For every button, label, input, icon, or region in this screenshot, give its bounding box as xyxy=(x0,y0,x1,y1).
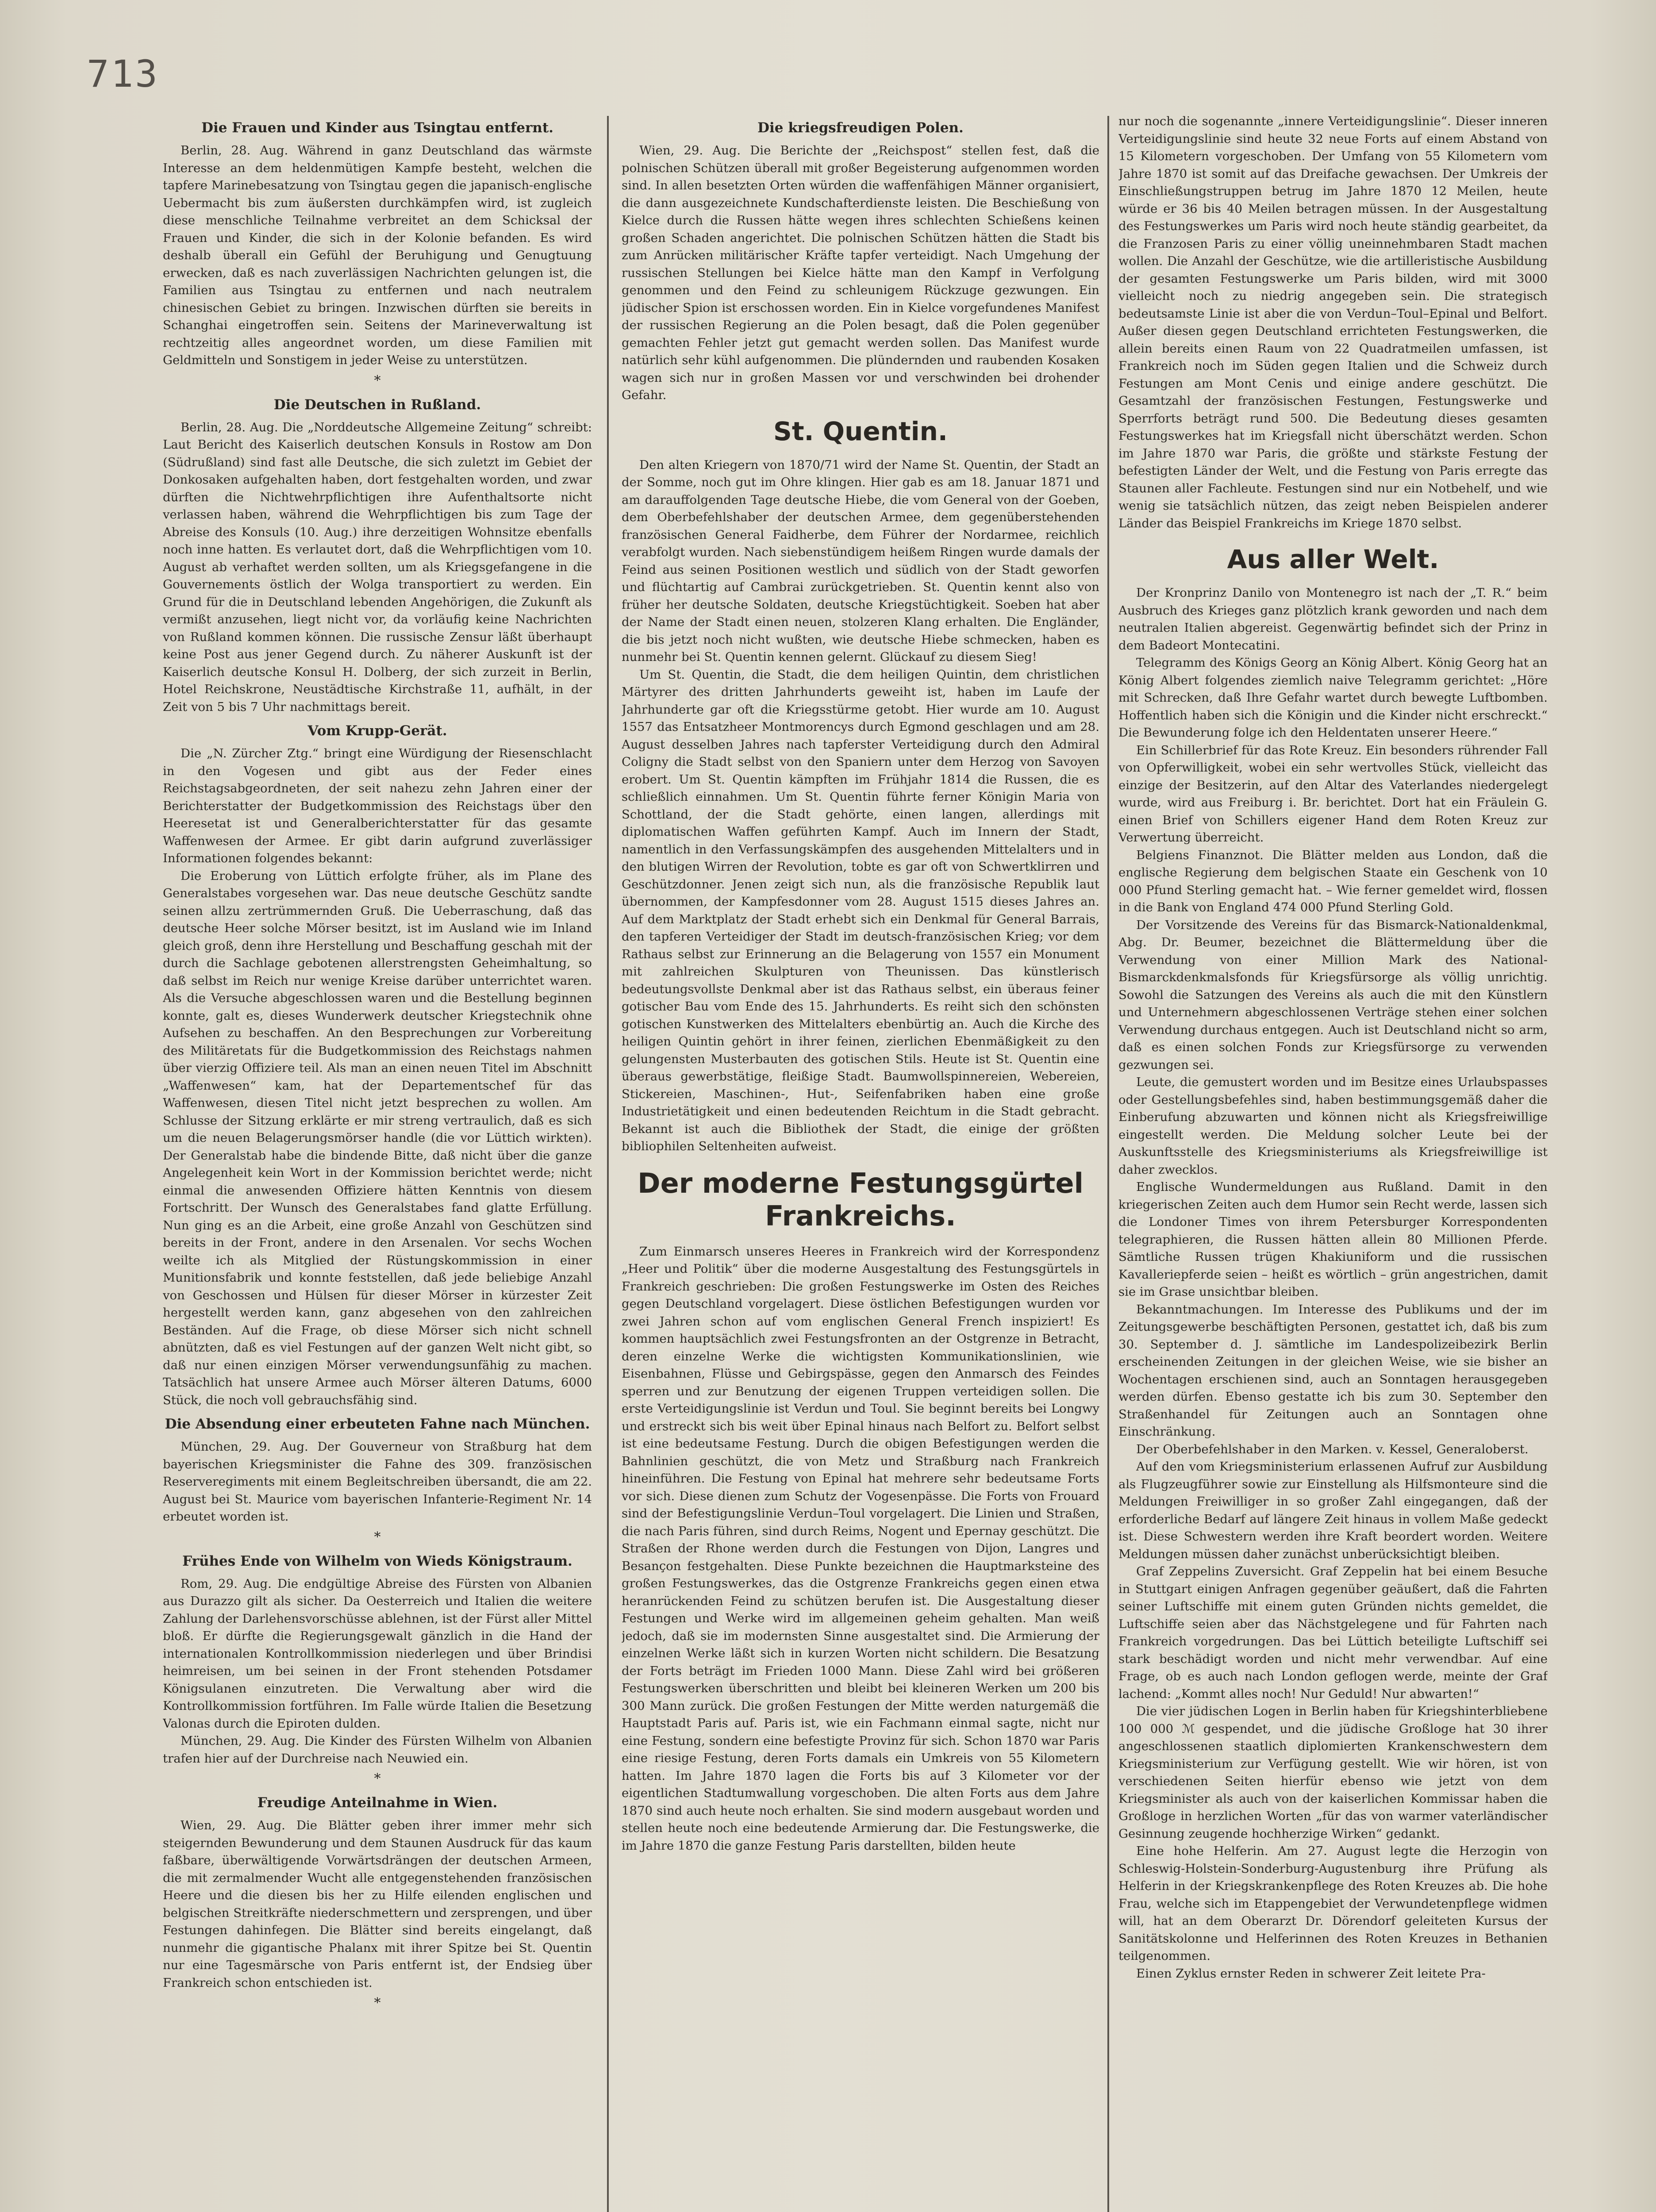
column-rule-left xyxy=(607,116,609,2212)
article-paragraph: Wien, 29. Aug. Die Blätter geben ihrer immer mehr sich steigernden Bewunderung und dem Staunen Ausdruck für das kaum faßbare, überwältigende Vorwärtsdrängen der deutschen Armeen, die mit zermalmender Wucht alle entgegenstehenden französischen Heere und die diesen bis her zu Hilfe eilenden englischen und belgischen Streitkräfte niederschmettern und zersprengen, und über Festungen dahinfegen. Die Blätter sind bereits eingelangt, daß nunmehr die gigantische Phalanx mit ihrer Spitze bei St. Quentin nur eine Tagesmärsche von Paris entfernt ist, der Endsieg über Frankreich schon entschieden ist. xyxy=(163,1818,592,1990)
article-headline: Aus aller Welt. xyxy=(1227,544,1439,574)
article-paragraph: Zum Einmarsch unseres Heeres in Frankreich wird der Korrespondenz „Heer und Politik“ über die moderne Ausgestaltung des Festungsgürtels in Frankreich geschrieben: Die großen Festungswerke im Osten des Reiches gegen Deutschland vorgelagert. Diese östlichen Befestigungen wurden vor zwei Jahren schon auf vom englischen General French inspiziert! Es kommen hauptsächlich zwei Festungsfronten an der Ostgrenze in Betracht, deren einzelne Werke die wichtigsten Kommunikationslinien, wie Eisenbahnen, Flüsse und Gebirgspässe, gegen den Anmarsch des Feindes sperren und zur Benutzung der eigenen Truppen verteidigen sollen. Die erste Verteidigungslinie ist Verdun und Toul. Sie beginnt bereits bei Longwy und erstreckt sich bis weit über Epinal hinaus nach Belfort zu. Belfort selbst ist eine bedeutsame Festung. Durch die obigen Befestigungen werden die Bahnlinien geschützt, die von Metz und Straßburg nach Frankreich hineinführen. Die Festung von Epinal hat mehrere sehr bedeutsame Forts vor sich. Diese dienen zum Schutz der Vogesenpässe. Die Forts von Frouard sind der Befestigungslinie Verdun–Toul vorgelagert. Die Linien und Straßen, die nach Paris führen, sind durch Reims, Nogent und Epernay geschützt. Die Straßen der Rhone werden durch die Festungen von Dijon, Langres und Besançon festgehalten. Diese Punkte bezeichnen die Hauptmarksteine des großen Festungswerkes, das die Ostgrenze Frankreichs gegen einen etwa heranrückenden Feind zu schützen berufen ist. Die Ausgestaltung dieser Festungen und Werke wird im allgemeinen geheim gehalten. Man weiß jedoch, daß sie im modernsten Sinne ausgestaltet sind. Die Armierung der einzelnen Werke läßt sich in kurzen Worten nicht schildern. Die Besatzung der Forts beträgt im Frieden 1000 Mann. Diese Zahl wird bei größeren Festungswerken überschritten und bleibt bei kleineren Werken um 200 bis 300 Mann zurück. Die großen Festungen der Mitte werden naturgemäß die Hauptstadt Paris auf. Paris ist, wie ein Fachmann einmal sagte, nicht nur eine Festung, sondern eine befestigte Provinz für sich. Schon 1870 war Paris eine riesige Festung, deren Forts damals ein Umkreis von 55 Kilometern hatten. Im Jahre 1870 lagen die Forts bis auf 3 Kilometer vor der eigentlichen Stadtumwallung vorgeschoben. Die alten Forts aus dem Jahre 1870 sind auch heute noch erhalten. Sie sind modern ausgebaut worden und stellen heute noch eine bedeutende Armierung dar. Die Festungswerke, die im Jahre 1870 die ganze Festung Paris darstellten, bilden heute xyxy=(622,1244,1099,1853)
column-rule-right xyxy=(1107,116,1109,2212)
article-paragraph: Der Kronprinz Danilo von Montenegro ist nach der „T. R.“ beim Ausbruch des Krieges ganz plötzlich krank geworden und nach dem neutralen Italien abgereist. Gegenwärtig befindet sich der Prinz in dem Badeort Montecatini. xyxy=(1118,586,1548,653)
article-paragraph: Rom, 29. Aug. Die endgültige Abreise des Fürsten von Albanien aus Durazzo gilt als sicher. Da Oesterreich und Italien die weitere Zahlung der Darlehensvorschüsse ablehnen, ist der Fürst aller Mittel bloß. Er dürfte die Regierungsgewalt gänzlich in die Hand der internationalen Kontrollkommission niederlegen und über Brindisi heimreisen, um bei seinen in der Front stehenden Potsdamer Königsulanen einzutreten. Die Verwaltung aber wird die Kontrollkommission fortführen. Im Falle würde Italien die Besetzung Valonas durch die Epiroten dulden. xyxy=(163,1576,592,1731)
article-paragraph: Eine hohe Helferin. Am 27. August legte die Herzogin von Schleswig-Holstein-Sonderburg-Augustenburg ihre Prüfung als Helferin in der Kriegskrankenpflege des Roten Kreuzes ab. Die hohe Frau, welche sich im Etappengebiet der Verwundetenpflege widmen will, hat an dem Oberarzt Dr. Dörendorf geleiteten Kursus der Sanitätskolonne und Helferinnen des Roten Kreuzes in Bethanien teilgenommen. xyxy=(1118,1844,1548,1963)
article-paragraph: Der Oberbefehlshaber in den Marken. v. Kessel, Generaloberst. xyxy=(1136,1442,1529,1456)
article-paragraph: Den alten Kriegern von 1870/71 wird der Name St. Quentin, der Stadt an der Somme, noch gut im Ohre klingen. Hier gab es am 18. Januar 1871 und am darauffolgenden Tage deutsche Hiebe, die vom General von der Goeben, dem Oberbefehlshaber der deutschen Armee, dem gegenüberstehenden französischen General Faidherbe, dem Führer der Nordarmee, reichlich verabfolgt wurden. Nach siebenstündigem heißem Ringen wurde damals der Feind aus seinen Positionen westlich und südlich von der Stadt geworfen und flüchtartig auf Cambrai zurückgetrieben. St. Quentin kennt also von früher her deutsche Soldaten, deutsche Kriegstüchtigkeit. Soeben hat aber der Name der Stadt einen neuen, stolzeren Klang erhalten. Die Engländer, die bis jetzt noch nicht wußten, wie deutsche Hiebe schmecken, haben es nunmehr bei St. Quentin kennen gelernt. Glückauf zu diesem Sieg! xyxy=(622,457,1099,664)
article-paragraph: Ein Schillerbrief für das Rote Kreuz. Ein besonders rührender Fall von Opferwilligkeit, wobei ein sehr wertvolles Stück, vielleicht das einzige der Besitzerin, auf den Altar des Vaterlandes niedergelegt wurde, wird aus Freiburg i. Br. berichtet. Dort hat ein Fräulein G. einen Brief von Schillers eigener Hand dem Roten Kreuz zur Verwertung überreicht. xyxy=(1118,743,1548,845)
column-3 xyxy=(1118,113,1548,2212)
article-paragraph: Telegramm des Königs Georg an König Albert. König Georg hat an König Albert folgendes ziemlich naive Telegramm gerichtet: „Höre mit Schrecken, daß Ihre Gefahr wartet durch bewegte Luftbomben. Hoffentlich haben sich die Königin und die Kinder nicht erschreckt.“ Die Bewunderung folge ich den Heldentaten unserer Heere.“ xyxy=(1118,656,1548,740)
column-2 xyxy=(622,113,1099,2212)
article-paragraph: München, 29. Aug. Der Gouverneur von Straßburg hat dem bayerischen Kriegsminister die Fahne des 309. französischen Reserveregiments mit einem Begleitschreiben übersandt, die am 22. August bei St. Maurice vom bayerischen Infanterie-Regiment Nr. 14 erbeutet worden ist. xyxy=(163,1440,592,1524)
article-paragraph: Auf den vom Kriegsministerium erlassenen Aufruf zur Ausbildung als Flugzeugführer sowie zur Einstellung als Hilfsmonteure sind die Meldungen Freiwilliger in so großer Zahl eingegangen, daß der erforderliche Bedarf auf längere Zeit hinaus in vollem Maße gedeckt ist. Diese Schwestern werden ihre Kraft beordert worden. Weitere Meldungen müssen daher zunächst unberücksichtigt bleiben. xyxy=(1118,1459,1548,1561)
article-paragraph: Wien, 29. Aug. Die Berichte der „Reichspost“ stellen fest, daß die polnischen Schützen überall mit großer Begeisterung aufgenommen worden sind. In allen besetzten Orten würden die waffenfähigen Männer organisiert, die dann ausgezeichnete Kundschafterdienste leisten. Die Beschießung von Kielce durch die Russen hätte wegen ihres schlechten Schießens keinen großen Schaden angerichtet. Die polnischen Schützen hätten die Stadt bis zum Anrücken militärischer Kräfte tapfer verteidigt. Nach Umgehung der russischen Stellungen bei Kielce hätte man den Kampf in Verfolgung genommen und den Feind zu schleunigem Rückzuge gezwungen. Ein jüdischer Spion ist erschossen worden. Ein in Kielce vorgefundenes Manifest der russischen Regierung an die Polen besagt, daß die Polen gegenüber gemachten Fehler jetzt gut gemacht werden sollen. Das Manifest wurde natürlich sehr kühl aufgenommen. Die plündernden und raubenden Kosaken wagen sich nur in großen Massen vor und verschwinden bei drohender Gefahr. xyxy=(622,143,1099,402)
article-paragraph: Einen Zyklus ernster Reden in schwerer Zeit leitete Pra- xyxy=(1136,1966,1486,1981)
article-paragraph: Die Eroberung von Lüttich erfolgte früher, als im Plane des Generalstabes vorgesehen war. Das neue deutsche Geschütz sandte seinen allzu zertrümmernden Gruß. Die Ueberraschung, daß das deutsche Heer solche Mörser besitzt, ist im Ausland wie im Inland gleich groß, denn ihre Herstellung und Beschaffung geschah mit der durch die Sachlage gebotenen allerstrengsten Geheimhaltung, so daß selbst im Reich nur wenige Kreise darüber unterrichtet waren. Als die Versuche abgeschlossen waren und die Bestellung beginnen konnte, galt es, dieses Wunderwerk deutscher Kriegstechnik ohne Aufsehen zu beschaffen. An den Besprechungen zur Vorbereitung des Militäretats für die Budgetkommission des Reichstags nahmen über vierzig Offiziere teil. Als man an einen neuen Titel im Abschnitt „Waffenwesen“ kam, hat der Departementschef für das Waffenwesen, diesen Titel nicht jetzt besprechen zu wollen. Am Schlusse der Sitzung erklärte er mir streng vertraulich, daß es sich um die neuen Belagerungsmörser handle (die vor Lüttich wirkten). Der Generalstab habe die bindende Bitte, daß nicht über die ganze Angelegenheit kein Wort in der Kommission berichtet werde; nicht einmal die anwesenden Offiziere hätten Kenntnis von diesem Fortschritt. Der Wunsch des Generalstabes fand glatte Erfüllung. Nun ging es an die Arbeit, eine große Anzahl von Geschützen sind bereits in der Front, andere in den Arsenalen. Vor sechs Wochen weilte ich als Mitglied der Rüstungskommission in einer Munitionsfabrik und konnte feststellen, daß jede beliebige Anzahl von Geschossen und Hülsen für dieser Mörser in kürzester Zeit hergestellt werden kann, ganz abgesehen von den zahlreichen Beständen. Auf die Frage, ob diese Mörser sich nicht schnell abnützten, daß es viel Festungen auf der ganzen Welt nicht gibt, so daß nur einen einzigen Mörser verwendungsunfähig zu machen. Tatsächlich hat unsere Armee auch Mörser älteren Datums, 6000 Stück, die noch voll gebrauchsfähig sind. xyxy=(163,868,592,1407)
article-title: Die Absendung einer erbeuteten Fahne nach München. xyxy=(165,1416,590,1432)
article-title: Freudige Anteilnahme in Wien. xyxy=(257,1795,498,1811)
article-title: Die Deutschen in Rußland. xyxy=(273,396,481,413)
article-title: Die Frauen und Kinder aus Tsingtau entfernt. xyxy=(201,120,553,136)
article-paragraph: Die „N. Zürcher Ztg.“ bringt eine Würdigung der Riesenschlacht in den Vogesen und gibt aus der Feder eines Reichstagsabgeordneten, der seit nahezu zehn Jahren einer der Berichterstatter der Budgetkommission des Reichstags über den Heeresetat ist und Generalberichterstatter für das gesamte Waffenwesen der Armee. Er gibt darin aufgrund zuverlässiger Informationen folgendes bekannt: xyxy=(163,746,592,865)
article-paragraph: Der Vorsitzende des Vereins für das Bismarck-Nationaldenkmal, Abg. Dr. Beumer, bezeichnet die Blättermeldung über die Verwendung von einer Million Mark des National-Bismarckdenkmalsfonds für Kriegsfürsorge als völlig unrichtig. Sowohl die Satzungen des Vereins als auch die mit den Künstlern und Unternehmern abgeschlossenen Verträge stehen einer solchen Verwendung durchaus entgegen. Auch ist Deutschland nicht so arm, daß es einen solchen Fonds zur Kriegsfürsorge zu verwenden gezwungen sei. xyxy=(1118,918,1548,1072)
article-paragraph: Bekanntmachungen. Im Interesse des Publikums und der im Zeitungsgewerbe beschäftigten Personen, gestattet ich, daß bis zum 30. September d. J. sämtliche im Landespolizeibezirk Berlin erscheinenden Zeitungen in der gleichen Weise, wie sie bisher an Wochentagen erschienen sind, auch an Sonntagen herausgegeben werden dürfen. Ebenso gestatte ich bis zum 30. September den Straßenhandel für Zeitungen auch an Sonntagen ohne Einschränkung. xyxy=(1118,1302,1548,1439)
separator: * xyxy=(374,373,381,388)
separator: * xyxy=(374,1995,381,2011)
article-title: Vom Krupp-Gerät. xyxy=(307,723,447,739)
article-paragraph: Englische Wundermeldungen aus Rußland. Damit in den kriegerischen Zeiten auch dem Humor sein Recht werde, lassen sich die Londoner Times von ihrem Petersburger Korrespondenten telegraphieren, die Russen hätten allein 80 Millionen Pferde. Sämtliche Russen trügen Khakiuniform und die russischen Kavalleriepferde seien – heißt es wörtlich – grün angestrichen, damit sie im Grase unsichtbar bleiben. xyxy=(1118,1180,1548,1299)
article-title: Die kriegsfreudigen Polen. xyxy=(757,120,964,136)
article-paragraph: Berlin, 28. Aug. Während in ganz Deutschland das wärmste Interesse an dem heldenmütigen Kampfe besteht, welchen die tapfere Marinebesatzung von Tsingtau gegen die japanisch-englische Uebermacht bis zum äußersten durchkämpfen wird, ist zugleich diese menschliche Teilnahme verbreitet an dem Schicksal der Frauen und Kinder, die sich in der Kolonie befanden. Es wird deshalb überall ein Gefühl der Beruhigung und Genugtuung erwecken, daß es nach zuverlässigen Nachrichten gelungen ist, die Familien aus Tsingtau zu entfernen und nach neutralem chinesischen Gebiet zu bringen. Inzwischen dürften sie bereits in Schanghai eingetroffen sein. Seitens der Marineverwaltung ist rechtzeitig alles angeordnet worden, um diese Familien mit Geldmitteln und Sonstigem in jeder Weise zu unterstützen. xyxy=(163,143,592,367)
article-title: Frühes Ende von Wilhelm von Wieds Königstraum. xyxy=(182,1553,572,1569)
page-number: 713 xyxy=(87,52,159,96)
article-paragraph: Graf Zeppelins Zuversicht. Graf Zeppelin hat bei einem Besuche in Stuttgart einigen Anfragen gegenüber geäußert, daß die Fahrten seiner Luftschiffe mit einem guten Gründen nichts gemeldet, die Luftschiffe seien aber das Nächstgelegene und für Fahrten nach Frankreich vorgedrungen. Das bei Lüttich beteiligte Luftschiff sei stark beschädigt worden und nicht mehr verwendbar. Auf eine Frage, ob es auch nach London geflogen werde, meinte der Graf lachend: „Kommt alles noch! Nur Geduld! Nur abwarten!“ xyxy=(1118,1564,1548,1701)
separator: * xyxy=(374,1771,381,1786)
column-1 xyxy=(163,113,592,2212)
article-paragraph: Um St. Quentin, die Stadt, die dem heiligen Quintin, dem christlichen Märtyrer des dritten Jahrhunderts geweiht ist, haben im Laufe der Jahrhunderte gar oft die Kriegsstürme getobt. Hier wurde am 10. August 1557 das Entsatzheer Montmorencys durch Egmond geschlagen und am 28. August desselben Jahres nach tapferster Verteidigung durch den Admiral Coligny die Stadt selbst von den Spaniern unter dem Herzog von Savoyen erobert. Um St. Quentin kämpften im Frühjahr 1814 die Russen, die es schließlich einnahmen. Um St. Quentin führte ferner Königin Maria von Schottland, der die Stadt gehörte, einen langen, allerdings mit diplomatischen Waffen geführten Kampf. Auch im Innern der Stadt, namentlich in den Verfassungskämpfen des ausgehenden Mittelalters und in den blutigen Wirren der Revolution, tobte es gar oft von Schwertklirren und Geschützdonner. Jenen zeigt sich nun, als die französische Republik laut übernommen, der Kampfesdonner vom 28. August 1515 dieses Jahres an. Auf dem Marktplatz der Stadt erhebt sich ein Denkmal für General Barrais, den tapferen Verteidiger der Stadt im deutsch-französischen Krieg; vor dem Rathaus selbst zur Erinnerung an die Belagerung von 1557 ein Monument mit zahlreichen Skulpturen von Theunissen. Das künstlerisch bedeutungsvollste Denkmal aber ist das Rathaus selbst, ein überaus feiner gotischer Bau vom Ende des 15. Jahrhunderts. Es reiht sich den schönsten gotischen Kunstwerken des Mittelalters ebenbürtig an. Auch die Kirche des heiligen Quintin gehört in ihrer feinen, zierlichen Ebenmäßigkeit zu den gelungensten Musterbauten des gotischen Stils. Heute ist St. Quentin eine überaus gewerbstätige, fleißige Stadt. Baumwollspinnereien, Webereien, Stickereien, Maschinen-, Hut-, Seifenfabriken haben eine große Industrietätigkeit und einen bedeutenden Reichtum in die Stadt gebracht. Bekannt ist auch die Bibliothek der Stadt, die einige der größten bibliophilen Seltenheiten aufweist. xyxy=(622,667,1099,1153)
separator: * xyxy=(374,1529,381,1545)
article-paragraph: Leute, die gemustert worden und im Besitze eines Urlaubspasses oder Gestellungsbefehles sind, haben bestimmungsgemäß daher die Einberufung abzuwarten und können nicht als Kriegsfreiwillige eingestellt werden. Die Meldung solcher Leute bei der Auskunftsstelle des Kriegsministeriums als Kriegsfreiwillige ist daher zwecklos. xyxy=(1118,1075,1548,1177)
article-headline: Der moderne Festungsgürtel Frankreichs. xyxy=(638,1167,1084,1232)
article-paragraph: Belgiens Finanznot. Die Blätter melden aus London, daß die englische Regierung dem belgischen Staate ein Geschenk von 10 000 Pfund Sterling gemacht hat. – Wie ferner gemeldet wird, flossen in die Bank von England 474 000 Pfund Sterling Gold. xyxy=(1118,848,1548,914)
article-paragraph: Berlin, 28. Aug. Die „Norddeutsche Allgemeine Zeitung“ schreibt: Laut Bericht des Kaiserlich deutschen Konsuls in Rostow am Don (Südrußland) sind fast alle Deutsche, die sich zuletzt im Gebiet der Donkosaken aufgehalten haben, dort festgehalten worden, und zwar dürften die Nichtwehrpflichtigen ihre Aufenthaltsorte nicht verlassen haben, während die Wehrpflichtigen bis zum Tage der Abreise des Konsuls (10. Aug.) ihre derzeitigen Wohnsitze ebenfalls noch inne hatten. Es verlautet dort, daß die Wehrpflichtigen vom 10. August ab verhaftet werden sollten, um als Kriegsgefangene in die Gouvernements östlich der Wolga transportiert zu werden. Ein Grund für die in Deutschland lebenden Angehörigen, die Zukunft als vermißt anzusehen, liegt nicht vor, da vorläufig keine Nachrichten von Rußland kommen können. Die russische Zensur läßt überhaupt keine Post aus jener Gegend durch. Zu näherer Auskunft ist der Kaiserlich deutsche Konsul H. Dolberg, der sich zurzeit in Berlin, Hotel Reichskrone, Neustädtische Kirchstraße 11, aufhält, in der Zeit von 5 bis 7 Uhr nachmittags bereit. xyxy=(163,420,592,714)
article-paragraph: München, 29. Aug. Die Kinder des Fürsten Wilhelm von Albanien trafen hier auf der Durchreise nach Neuwied ein. xyxy=(163,1734,592,1766)
article-headline: St. Quentin. xyxy=(773,416,948,446)
article-paragraph: nur noch die sogenannte „innere Verteidigungslinie“. Dieser inneren Verteidigungslinie sind heute 32 neue Forts auf einem Abstand von 15 Kilometern vorgeschoben. Der Umfang von 55 Kilometern vom Jahre 1870 ist somit auf das Dreifache gewachsen. Der Umkreis der Einschließungstruppen betrug im Jahre 1870 12 Meilen, heute würde er 36 bis 40 Meilen betragen müssen. In der Ausgestaltung des Festungswerkes um Paris wird noch heute ständig gearbeitet, da die Franzosen Paris zu einer völlig uneinnehmbaren Stadt machen wollen. Die Anzahl der Geschütze, wie die artilleristische Ausbildung der gesamten Festungswerke um Paris bilden, wird mit 3000 vielleicht noch zu niedrig angegeben sein. Die strategisch bedeutsamste Linie ist aber die von Verdun–Toul–Epinal und Belfort. Außer diesen gegen Deutschland errichteten Festungswerken, die allein bereits einen Raum von 22 Quadratmeilen umfassen, ist Frankreich noch im Süden gegen Italien und die Schweiz durch Festungen am Mont Cenis und einige andere geschützt. Die Gesamtzahl der französischen Festungen, Festungswerke und Sperrforts beträgt rund 500. Die Bedeutung dieses gesamten Festungswerkes hat im Kriegsfall nicht überschätzt werden. Schon im Jahre 1870 war Paris, die größte und stärkste Festung der befestigten Länder der Welt, und die Festung von Paris erregte das Staunen aller Fachleute. Festungen sind nur ein Notbehelf, und wie wenig sie tatsächlich nützen, das zeigt neben Beispielen anderer Länder das Beispiel Frankreichs im Kriege 1870 selbst. xyxy=(1118,114,1548,530)
article-paragraph: Die vier jüdischen Logen in Berlin haben für Kriegshinterbliebene 100 000 ℳ gespendet, und die jüdische Großloge hat 30 ihrer angeschlossenen staatlich diplomierten Krankenschwestern dem Kriegsministerium zur Verfügung gestellt. Wie wir hören, ist von verschiedenen Seiten hierfür ebenso wie jetzt von dem Kriegsminister als auch von der kaiserlichen Kommissar haben die Großloge in herzlichen Worten „für das von warmer vaterländischer Gesinnung zeugende hochherzige Wirken“ gedankt. xyxy=(1118,1704,1548,1841)
